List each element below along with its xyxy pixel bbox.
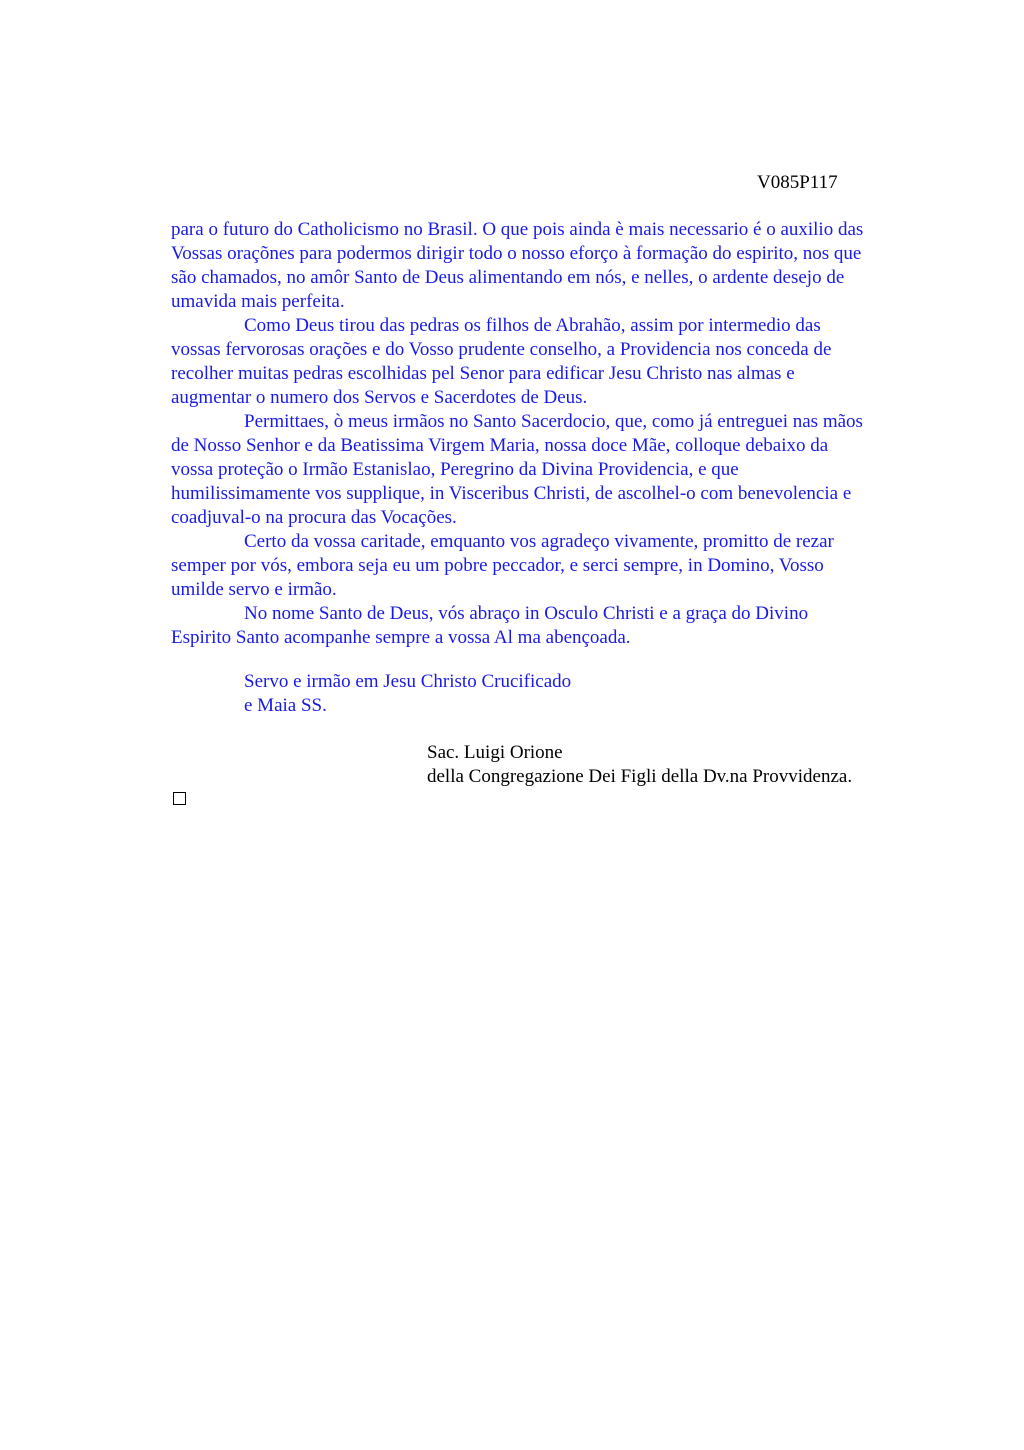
closing-line: e Maia SS. — [244, 695, 327, 716]
signature-block — [427, 741, 852, 789]
body-line: Certo da vossa caritade, emquanto vos agradeço vivamente, promitto de rezar — [244, 531, 834, 552]
body-line: são chamados, no amôr Santo de Deus alimentando em nós, e nelles, o ardente desejo de — [171, 267, 845, 288]
body-line: semper por vós, embora seja eu um pobre peccador, e serci sempre, in Domino, Vosso — [171, 555, 824, 576]
signature-organization: della Congregazione Dei Figli della Dv.na Provvidenza. — [427, 766, 853, 787]
body-line: vossas fervorosas orações e do Vosso prudente conselho, a Providencia nos conceda de — [171, 339, 832, 360]
page-reference: V085P117 — [757, 172, 838, 193]
body-line: para o futuro do Catholicismo no Brasil. O que pois ainda è mais necessario é o auxilio das — [171, 219, 864, 240]
signature-name: Sac. Luigi Orione — [427, 742, 563, 763]
body-line: umilde servo e irmão. — [171, 579, 337, 600]
body-line: recolher muitas pedras escolhidas pel Senor para edificar Jesu Christo nas almas e — [171, 363, 795, 384]
body-line: Vossas oraçõnes para podermos dirigir todo o nosso eforço à formação do espirito, nos que — [171, 243, 862, 264]
body-line: No nome Santo de Deus, vós abraço in Osculo Christi e a graça do Divino — [244, 603, 809, 624]
body-line: umavida mais perfeita. — [171, 291, 345, 312]
letter-body — [171, 218, 863, 650]
body-line: de Nosso Senhor e da Beatissima Virgem Maria, nossa doce Mãe, colloque debaixo da — [171, 435, 829, 456]
body-line: vossa proteção o Irmão Estanislao, Peregrino da Divina Providencia, e que — [171, 459, 739, 480]
body-line: coadjuval-o na procura das Vocações. — [171, 507, 457, 528]
closing-line: Servo e irmão em Jesu Christo Crucificado — [244, 671, 572, 692]
end-mark-box-icon — [173, 792, 186, 805]
body-line: humilissimamente vos supplique, in Visceribus Christi, de ascolhel-o com benevolencia e — [171, 483, 852, 504]
body-line: augmentar o numero dos Servos e Sacerdotes de Deus. — [171, 387, 588, 408]
body-line: Espirito Santo acompanhe sempre a vossa Al ma abençoada. — [171, 627, 631, 648]
body-line: Como Deus tirou das pedras os filhos de Abrahão, assim por intermedio das — [244, 315, 821, 336]
body-line: Permittaes, ò meus irmãos no Santo Sacerdocio, que, como já entreguei nas mãos — [244, 411, 863, 432]
closing — [244, 670, 571, 718]
